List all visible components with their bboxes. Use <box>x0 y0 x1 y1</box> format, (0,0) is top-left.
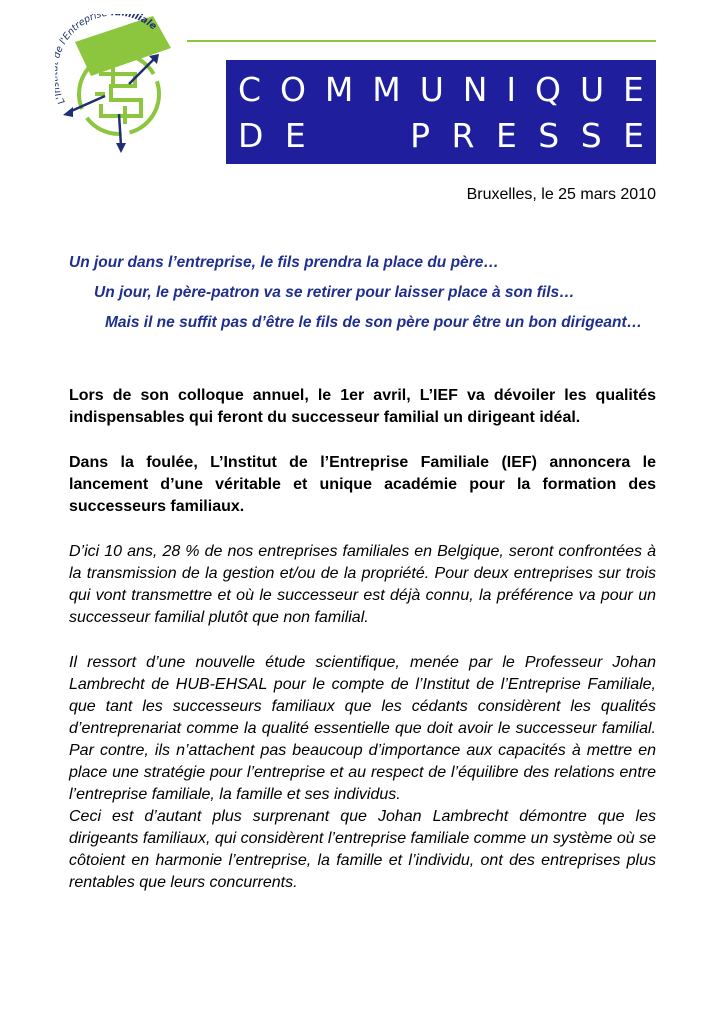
logo-arrow-s <box>119 114 121 146</box>
logo-maze-inner <box>99 74 141 116</box>
logo-arrowhead-w <box>63 107 73 117</box>
logo-name-text: L' l'Entrepris iliale <box>55 14 159 106</box>
logo-arrowhead-s <box>116 143 126 153</box>
title-letter: E <box>623 116 644 155</box>
title-letter: O <box>279 70 306 109</box>
title-letter: E <box>284 116 306 155</box>
header-rule <box>187 40 656 42</box>
title-letter: M <box>372 70 401 109</box>
logo-graphic <box>55 14 180 154</box>
intro-quote-1: Un jour dans l’entreprise, le fils prendra la place du père… <box>69 254 499 271</box>
title-letter: C <box>238 70 262 109</box>
intro-quote-3: Mais il ne suffit pas d’être le fils de son père pour être un bon dirigeant… <box>105 314 643 331</box>
title-letter <box>369 116 389 156</box>
title-letter: M <box>324 70 354 109</box>
title-letter: D <box>238 116 264 155</box>
lead-paragraph-academie: Dans la foulée, L’Institut de l’Entreprise Familiale (IEF) annoncera le lancement d’une véritable et unique académie pour la formation des successeurs familiaux. <box>69 454 656 515</box>
body-paragraph-etude <box>69 652 656 894</box>
body-paragraph-transmission: D’ici 10 ans, 28 % de nos entreprises familiales en Belgique, seront confrontées à la transmission de la gestion et/ou de la propriété. Pour deux entreprises sur trois qui vont transmettre et où le successeur est déjà connu, la préférence va pour un successeur familial plutôt que non familial. <box>69 543 656 626</box>
body-paragraph-etude-part2: Ceci est d’autant plus surprenant que Johan Lambrecht démontre que les dirigeants familiaux, qui considèrent l’entreprise familiale comme un système où se côtoient en harmonie l’entreprise, la famille et l’individu, ont des entreprises plus rentables que leurs concurrents. <box>69 808 656 891</box>
title-line-1 <box>238 70 644 110</box>
title-letter: E <box>495 116 517 155</box>
title-letter: S <box>538 116 560 155</box>
body-paragraph-etude-part1: Il ressort d’une nouvelle étude scientifique, menée par le Professeur Johan Lambrecht de HUB-EHSAL pour le compte de l’Institut de l’Entreprise Familiale, que tant les successeurs familiaux que les cédants considèrent les qualités d’entreprenariat comme la qualité essentielle que doit avoir le successeur familial. Par contre, ils n’attachent pas beaucoup d’importance aux capacités à mettre en place une stratégie pour l’entreprise et au respect de l’équilibre des relations entre l’entreprise familiale, la famille et ses individus. <box>69 654 656 803</box>
title-letter: R <box>451 116 475 155</box>
title-letter: I <box>506 70 517 109</box>
title-letter: Q <box>535 70 562 109</box>
title-letter: E <box>623 70 644 109</box>
press-release-title <box>226 60 656 164</box>
title-line-2 <box>238 116 644 156</box>
title-letter: P <box>410 116 431 155</box>
intro-quote-2: Un jour, le père-patron va se retirer pour laisser place à son fils… <box>94 284 575 301</box>
lead-paragraph-colloque: Lors de son colloque annuel, le 1er avril, L’IEF va dévoiler les qualités indispensables qui feront du successeur familial un dirigeant idéal. <box>69 387 656 426</box>
ief-logo <box>55 14 180 154</box>
title-letter: S <box>580 116 602 155</box>
dateline: Bruxelles, le 25 mars 2010 <box>466 186 656 203</box>
title-letter: U <box>419 70 444 109</box>
title-letter: N <box>462 70 488 109</box>
title-letter <box>327 116 347 156</box>
title-letter: U <box>579 70 605 109</box>
